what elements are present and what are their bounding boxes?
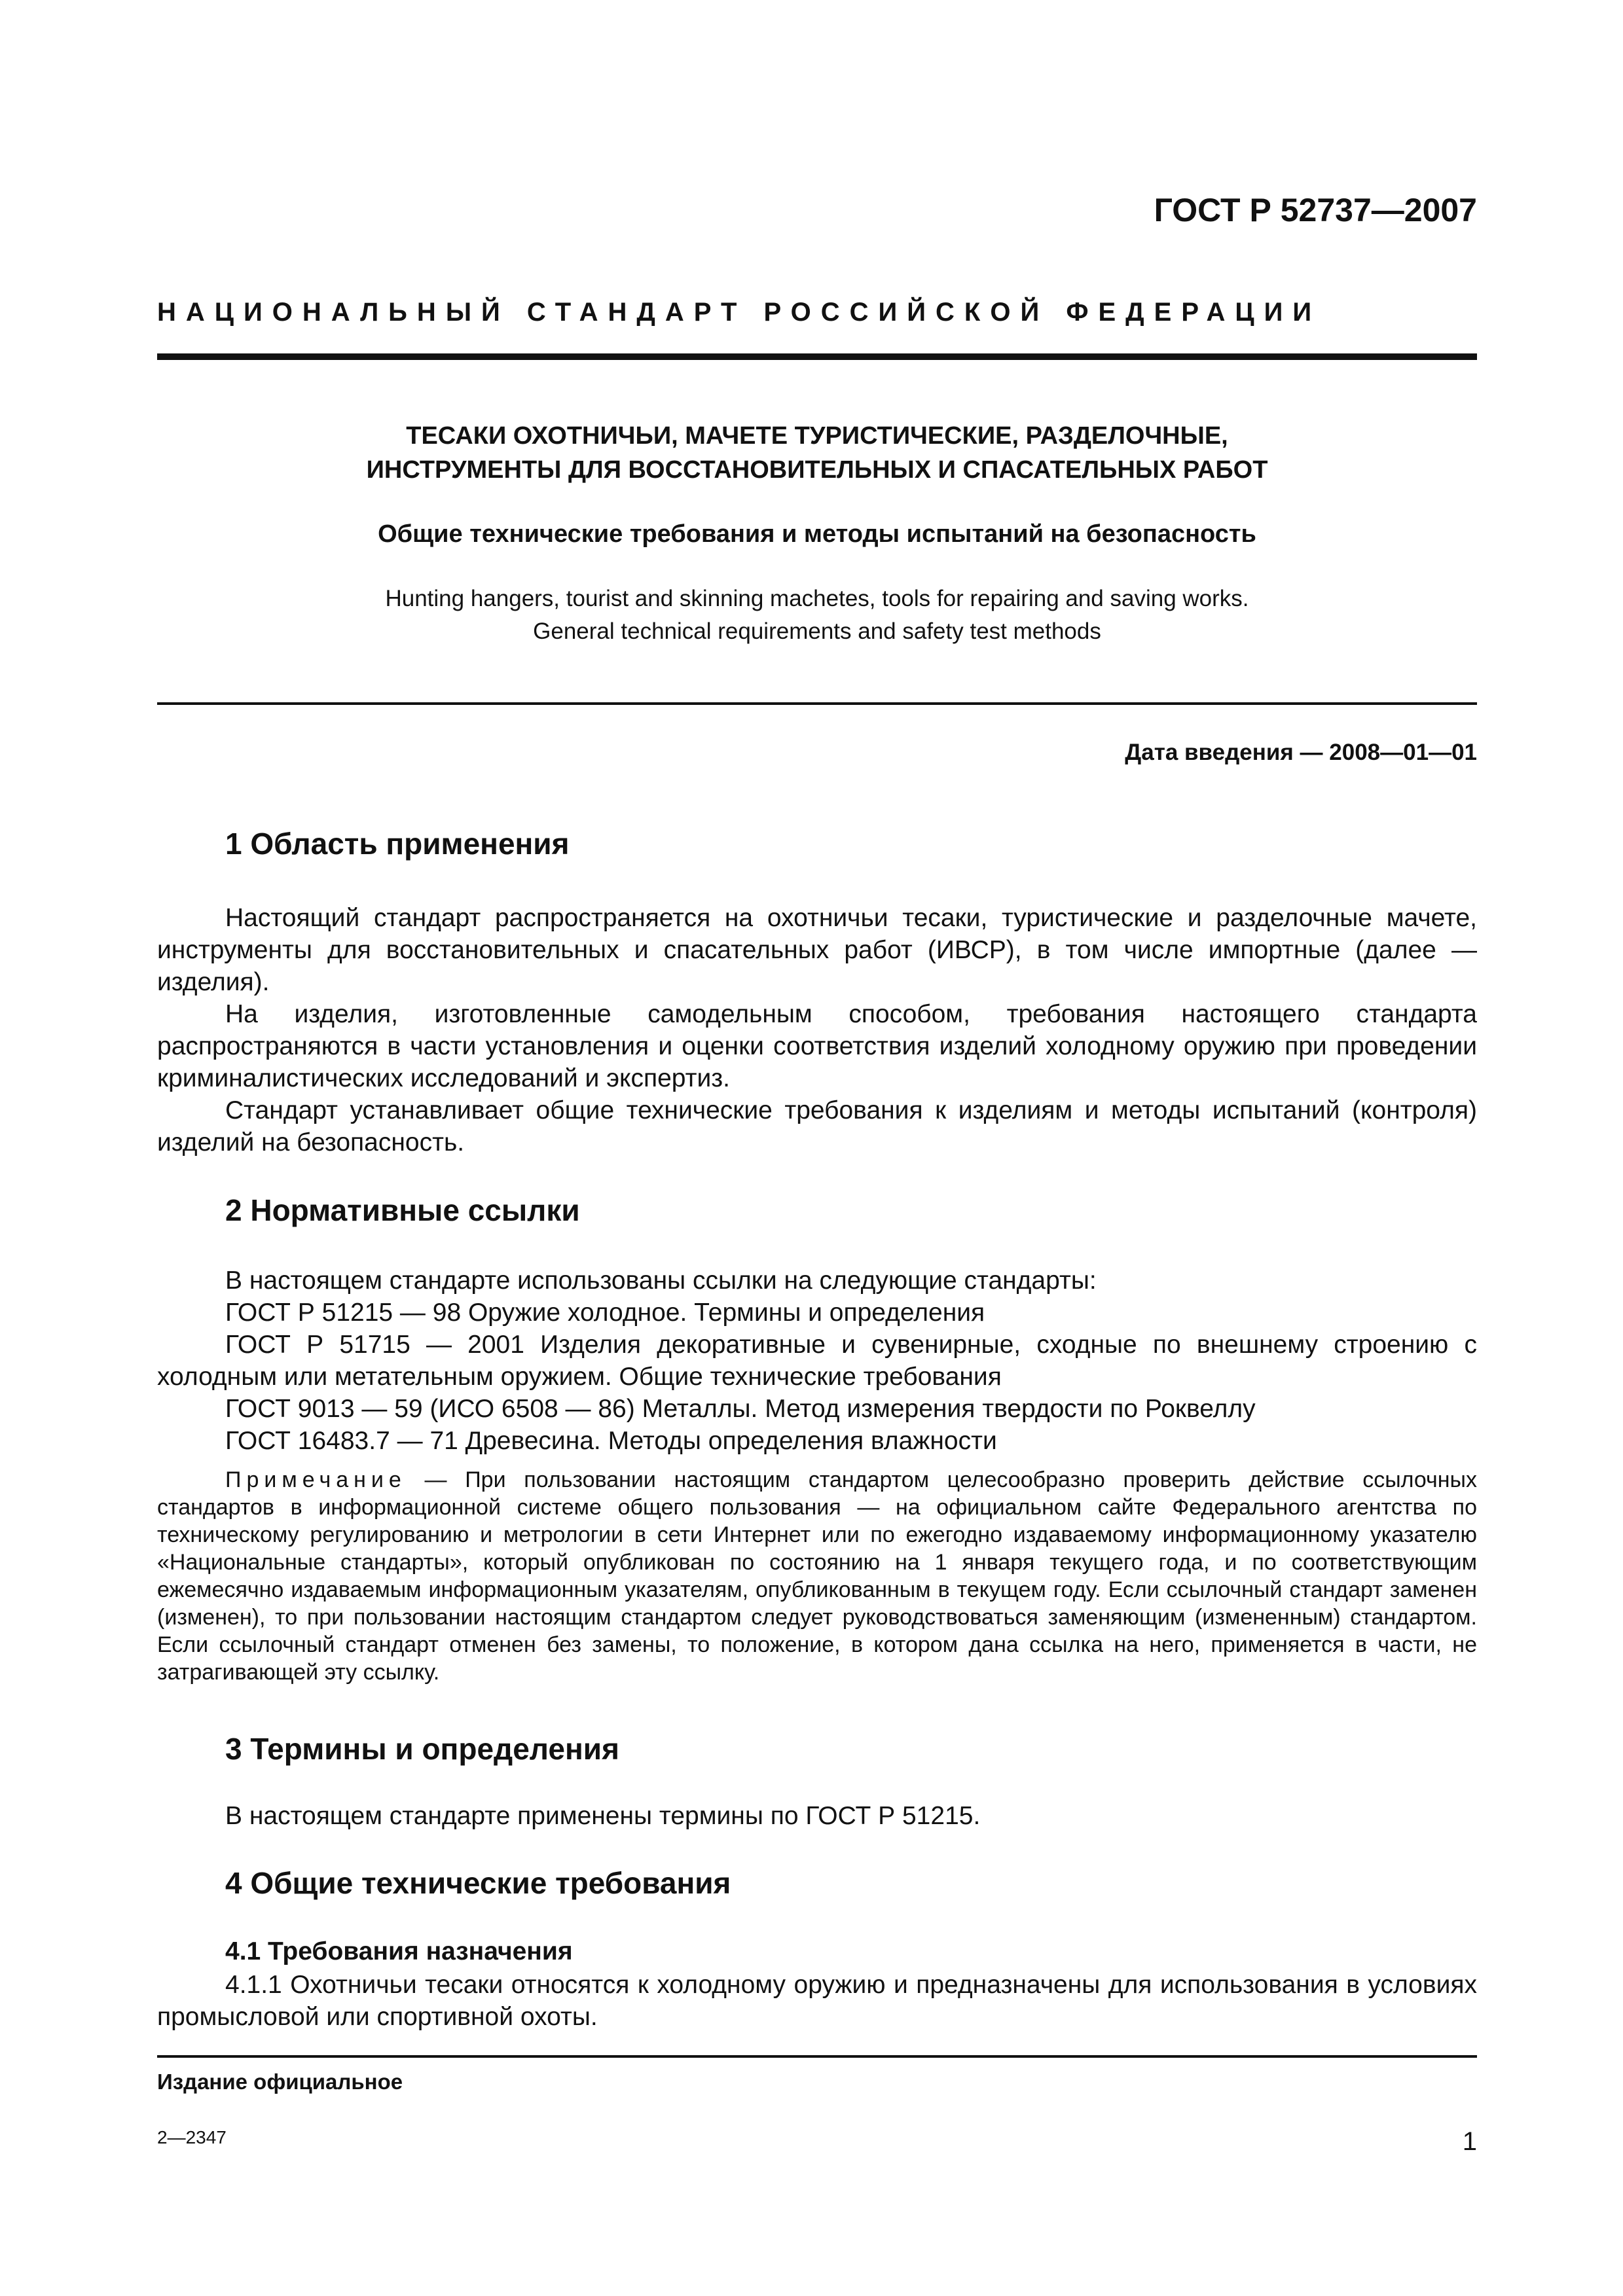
document-code: ГОСТ Р 52737—2007 [1154,192,1477,228]
section-1-paragraph-3: Стандарт устанавливает общие технические требования к изделиям и методы испытаний (контроля) изделий на безопасность. [157,1096,1477,1157]
section-2-note [157,1466,1477,1686]
title-divider [157,702,1477,705]
note-text: — При пользовании настоящим стандартом целесообразно проверить действие ссылочных стандартов в информационной системе общего пользования — на официальном сайте Федерального агентства по техническому регулированию и метрологии в сети Интернет или по ежегодно издаваемому информационному указателю «Национальные стандарты», который опубликован по состоянию на 1 января текущего года, и по соответствующим ежемесячно издаваемым информационным указателям, опубликованным в текущем году. Если ссылочный стандарт заменен (изменен), то при пользовании настоящим стандартом следует руководствоваться заменяющим (измененным) стандартом. Если ссылочный стандарт отменен без замены, то положение, в котором дана ссылка на него, применяется в части, не затрагивающей эту ссылку. [157,1467,1477,1685]
title-ru-line-1: ТЕСАКИ ОХОТНИЧЬИ, МАЧЕТЕ ТУРИСТИЧЕСКИЕ, РАЗДЕЛОЧНЫЕ, [406,422,1228,450]
section-1-heading: 1 Область применения [225,827,570,861]
print-code: 2—2347 [157,2127,227,2147]
section-1-body [157,902,1477,1158]
introduction-date: Дата введения — 2008—01—01 [1125,740,1477,765]
section-3-heading: 3 Термины и определения [225,1732,619,1766]
title-en-line-2: General technical requirements and safety test methods [533,619,1101,644]
section-3-body [157,1800,1477,1832]
reference-item: ГОСТ 16483.7 — 71 Древесина. Методы определения влажности [225,1427,997,1455]
header-divider [157,353,1477,360]
section-1-paragraph-2: На изделия, изготовленные самодельным способом, требования настоящего стандарта распространяются в части установления и оценки соответствия изделий холодному оружию при проведении криминалистических исследований и экспертиз. [157,1000,1477,1092]
national-standard-banner: НАЦИОНАЛЬНЫЙ СТАНДАРТ РОССИЙСКОЙ ФЕДЕРАЦИИ [157,298,1322,327]
section-2-heading: 2 Нормативные ссылки [225,1193,580,1227]
title-ru-line-2: ИНСТРУМЕНТЫ ДЛЯ ВОССТАНОВИТЕЛЬНЫХ И СПАСАТЕЛЬНЫХ РАБОТ [366,456,1268,484]
document-title-ru [157,419,1477,487]
footer-divider [157,2055,1477,2058]
reference-item: ГОСТ Р 51215 — 98 Оружие холодное. Термины и определения [225,1299,985,1327]
document-title-en [157,583,1477,648]
section-2-body [157,1265,1477,1457]
document-subtitle-ru: Общие технические требования и методы испытаний на безопасность [378,520,1256,548]
title-en-line-1: Hunting hangers, tourist and skinning machetes, tools for repairing and saving works. [385,586,1249,611]
section-4-heading: 4 Общие технические требования [225,1866,731,1900]
page-number: 1 [1462,2127,1477,2156]
section-2-intro: В настоящем стандарте использованы ссылки на следующие стандарты: [225,1266,1097,1295]
section-4-1-heading: 4.1 Требования назначения [225,1937,573,1965]
reference-item: ГОСТ 9013 — 59 (ИСО 6508 — 86) Металлы. Метод измерения твердости по Роквеллу [225,1395,1256,1423]
section-3-paragraph-1: В настоящем стандарте применены термины по ГОСТ Р 51215. [225,1802,981,1830]
section-4-1-1-paragraph: 4.1.1 Охотничьи тесаки относятся к холодному оружию и предназначены для использования в условиях промысловой или спортивной охоты. [157,1971,1477,2031]
note-label: Примечание [225,1467,407,1492]
official-edition-label: Издание официальное [157,2070,403,2094]
section-1-paragraph-1: Настоящий стандарт распространяется на охотничьи тесаки, туристические и разделочные мачете, инструменты для восстановительных и спасательных работ (ИВСР), в том числе импортные (далее — изделия). [157,904,1477,996]
reference-item: ГОСТ Р 51715 — 2001 Изделия декоративные и сувенирные, сходные по внешнему строению с холодным или метательным оружием. Общие технические требования [157,1331,1477,1391]
section-4-body [157,1969,1477,2033]
